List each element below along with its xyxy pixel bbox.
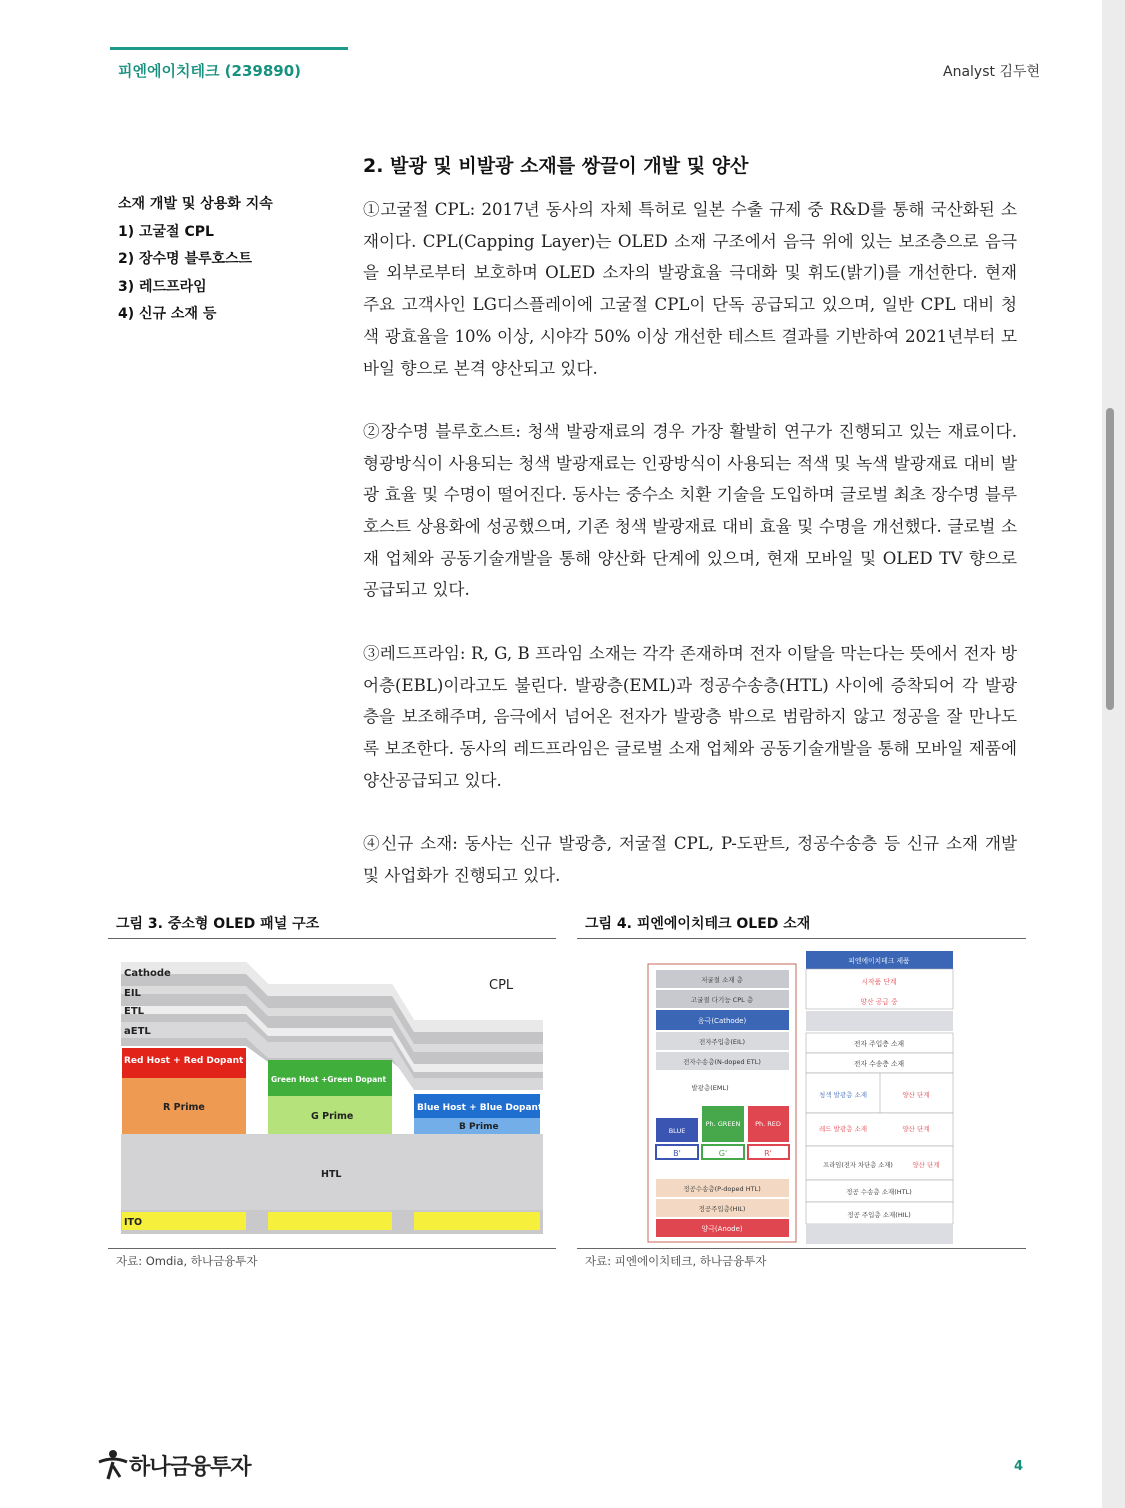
fig3-label-htl: HTL (321, 1169, 342, 1180)
figure3-oled-diagram (121, 962, 543, 1234)
fig4-row-htl: 정공 수송층 소재(HTL) (846, 1188, 912, 1196)
fig3-label-green-host: Green Host +Green Dopant (271, 1075, 387, 1084)
sidebar-item: 1) 고굴절 CPL (118, 223, 214, 240)
fig4-prime-g: G' (718, 1149, 728, 1158)
fig4-layer-cathode: 음극(Cathode) (697, 1017, 747, 1025)
fig4-prime-r: R' (764, 1149, 772, 1158)
sidebar-item: 2) 장수명 블루호스트 (118, 251, 253, 267)
sidebar-item: 3) 레드프라임 (118, 278, 207, 295)
fig4-eml-label: 발광층(EML) (691, 1084, 729, 1092)
figure4-bottom-rule (577, 1248, 1026, 1249)
scrollbar-thumb[interactable] (1106, 408, 1114, 710)
fig4-row-prime-status: 양산 단계 (912, 1161, 940, 1169)
fig4-layer-hil: 정공주입층(HIL) (698, 1205, 746, 1213)
paragraph-cpl: ①고굴절 CPL: 2017년 동사의 자체 특허로 일본 수출 규제 중 R&D를 통해 국산화된 소재이다. CPL(Capping Layer)는 OLED 소재 구조에서 음극 위에 있는 보조층으로 음극을 외부로부터 보호하며 OLED 소자의 발광효율 극대화 및 휘도(밝기)를 개선한다. 현재 주요 고객사인 LG디스플레이에 고굴절 CPL이 단독 공급되고 있으며, 일반 CPL 대비 청색 광효율을 10% 이상, 시야각 50% 이상 개선한 테스트 결과를 기반하여 2021년부터 모바일 향으로 본격 양산되고 있다. (363, 200, 1017, 378)
paragraph-redprime: ③레드프라임: R, G, B 프라임 소재는 각각 존재하며 전자 이탈을 막는다는 뜻에서 전자 방어층(EBL)이라고도 불린다. 발광층(EML)과 정공수송층(HTL) 사이에 증착되어 각 발광층을 보조해주며, 음극에서 넘어온 전자가 발광층 밖으로 범람하지 않고 정공을 잘 만나도록 보조한다. 동사의 레드프라임은 글로벌 소재 업체와 공동기술개발을 통해 모바일 제품에 양산공급되고 있다. (363, 643, 1017, 790)
fig4-row-blue-material: 청색 발광층 소재 (818, 1091, 868, 1099)
fig3-label-ito: ITO (124, 1217, 143, 1228)
sidebar-heading: 소재 개발 및 상용화 지속 (118, 196, 273, 212)
fig3-label-g-prime: G Prime (311, 1111, 354, 1122)
fig4-layer-anode: 양극(Anode) (701, 1225, 743, 1233)
body-text (363, 194, 1017, 923)
fig3-label-aetl: aETL (124, 1026, 151, 1037)
fig3-label-red-host: Red Host + Red Dopant (124, 1056, 244, 1066)
header-accent-line (110, 47, 348, 50)
fig4-layer-low-index: 저굴절 소재 층 (701, 976, 743, 984)
fig4-table-header: 피엔에이치테크 제품 (848, 957, 910, 965)
paragraph-new-materials: ④신규 소재: 동사는 신규 발광층, 저굴절 CPL, P-도판트, 정공수송층 등 신규 소재 개발 및 사업화가 진행되고 있다. (363, 834, 1017, 885)
fig3-label-cathode: Cathode (124, 968, 171, 979)
footer-logo-text: 하나금융투자 (129, 1455, 251, 1480)
fig3-label-etl: ETL (124, 1006, 145, 1017)
fig3-label-eil: EIL (124, 988, 141, 999)
fig4-emitter-red: Ph. RED (755, 1120, 781, 1128)
analyst-name: Analyst 김두현 (943, 64, 1041, 80)
figure4-caption: 그림 4. 피엔에이치테크 OLED 소재 (585, 916, 811, 932)
figure3-caption: 그림 3. 중소형 OLED 패널 구조 (116, 916, 320, 932)
figure4-source: 자료: 피엔에이치테크, 하나금융투자 (585, 1254, 767, 1268)
fig3-label-cpl: CPL (489, 978, 514, 993)
page-number: 4 (1014, 1459, 1024, 1474)
fig4-layer-htl: 정공수송층(P-doped HTL) (683, 1185, 761, 1193)
fig4-prime-b: B' (673, 1149, 681, 1158)
fig4-layer-eil: 전자주입층(EIL) (698, 1038, 746, 1046)
figure4-materials-diagram (646, 950, 956, 1246)
fig4-row-blue-status: 양산 단계 (902, 1091, 930, 1099)
fig4-emitter-green: Ph. GREEN (705, 1120, 741, 1128)
fig3-label-blue-host: Blue Host + Blue Dopant (417, 1103, 543, 1113)
sidebar-summary (118, 193, 273, 331)
fig4-layer-high-index-cpl: 고굴절 다기능 CPL 층 (690, 996, 754, 1004)
section-title: 2. 발광 및 비발광 소재를 쌍끌이 개발 및 양산 (363, 155, 749, 177)
company-title: 피엔에이치테크 (239890) (118, 62, 301, 80)
fig4-row-eil: 전자 주입층 소재 (853, 1040, 905, 1048)
figure3-source: 자료: Omdia, 하나금융투자 (116, 1254, 258, 1268)
fig4-row-red-status: 양산 단계 (902, 1125, 930, 1133)
fig3-label-r-prime: R Prime (163, 1102, 205, 1113)
fig4-row-hil: 정공 주입층 소재(HIL) (847, 1211, 911, 1219)
fig4-status-mass: 양산 공급 중 (860, 998, 898, 1006)
fig4-row-etl: 전자 수송층 소재 (853, 1060, 905, 1068)
fig4-layer-etl: 전자수송층(N-doped ETL) (683, 1058, 761, 1066)
figure3-top-rule (108, 938, 556, 939)
figure3-bottom-rule (108, 1248, 556, 1249)
fig4-emitter-blue: BLUE (668, 1127, 686, 1135)
paragraph-bluehost: ②장수명 블루호스트: 청색 발광재료의 경우 가장 활발히 연구가 진행되고 있는 재료이다. 형광방식이 사용되는 청색 발광재료는 인광방식이 사용되는 적색 및 녹색 발광재료 대비 발광 효율 및 수명이 떨어진다. 동사는 중수소 치환 기술을 도입하며 글로벌 최초 장수명 블루호스트 상용화에 성공했으며, 기존 청색 발광재료 대비 효율 및 수명을 개선했다. 글로벌 소재 업체와 공동기술개발을 통해 양산화 단계에 있으며, 현재 모바일 및 OLED TV 향으로 공급되고 있다. (363, 421, 1017, 600)
fig3-label-b-prime: B Prime (459, 1122, 499, 1132)
figure4-top-rule (577, 938, 1026, 939)
fig4-row-prime-material: 프라임(전자 차단층 소재) (823, 1162, 893, 1169)
sidebar-item: 4) 신규 소재 등 (118, 306, 217, 322)
fig4-status-trial: 시작품 단계 (861, 978, 897, 986)
fig4-row-red-material: 레드 발광층 소재 (818, 1125, 868, 1133)
